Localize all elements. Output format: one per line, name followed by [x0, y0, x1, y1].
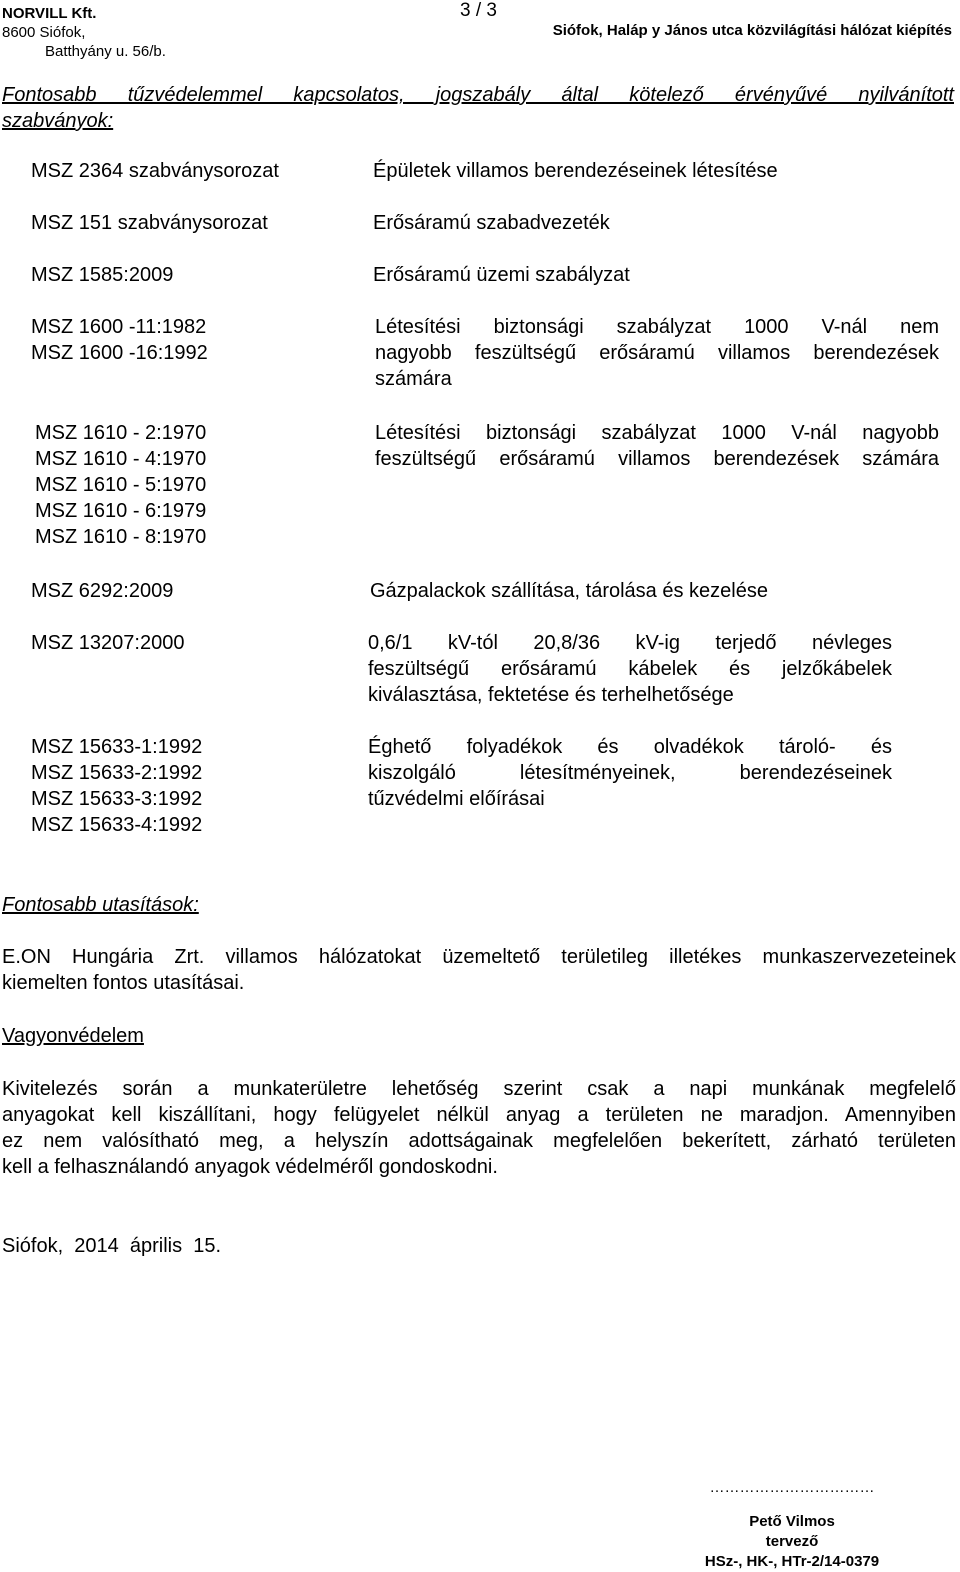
standard-code-line: MSZ 6292:2009 — [31, 580, 174, 602]
standard-desc-line: tűzvédelmi előírásai — [368, 788, 545, 810]
instructions-heading: Fontosabb utasítások: — [2, 894, 199, 916]
standard-4-desc — [375, 420, 939, 472]
standard-code-line: MSZ 1610 - 6:1979 — [35, 500, 207, 522]
project-title: Siófok, Haláp y János utca közvilágítási hálózat kiépítés — [552, 22, 952, 39]
asset-text — [2, 1076, 956, 1180]
standard-code-line: MSZ 15633-4:1992 — [31, 814, 203, 836]
standard-code-line: MSZ 1600 -16:1992 — [31, 342, 208, 364]
asset-text-line: anyagokat kell kiszállítani, hogy felügyelet nélkül anyag a területen ne maradjon. Amennyiben — [2, 1104, 956, 1126]
standard-desc-line: kiválasztása, fektetése és terhelhetősége — [368, 684, 734, 706]
asset-text-line: kell a felhasználandó anyagok védelméről gondoskodni. — [2, 1156, 498, 1178]
standard-5-desc — [370, 578, 768, 604]
standard-5-code — [31, 578, 173, 604]
standard-7-desc — [368, 734, 892, 812]
standard-code-line: MSZ 15633-2:1992 — [31, 762, 203, 784]
standard-desc-line: Létesítési biztonsági szabályzat 1000 V-nál nem — [375, 316, 939, 338]
standard-0-code — [31, 158, 279, 184]
standard-6-code — [31, 630, 184, 656]
standard-7-code — [31, 734, 202, 838]
standard-desc-line: feszültségű erősáramú villamos berendezések számára — [375, 448, 939, 470]
standard-code-line: MSZ 1610 - 4:1970 — [35, 448, 207, 470]
asset-text-line: Kivitelezés során a munkaterületre lehetőség szerint csak a napi munkának megfelelő — [2, 1078, 956, 1100]
signature-dots: …………………………… — [709, 1479, 875, 1496]
instructions-text-line: E.ON Hungária Zrt. villamos hálózatokat üzemeltető területileg illetékes munkaszervezeteinek — [2, 946, 956, 968]
standard-desc-line: Erősáramú szabadvezeték — [373, 212, 610, 234]
date-line: Siófok, 2014 április 15. — [2, 1235, 222, 1257]
standard-code-line: MSZ 1585:2009 — [31, 264, 174, 286]
standard-desc-line: kiszolgáló létesítményeinek, berendezéseinek — [368, 762, 892, 784]
standard-code-line: MSZ 1600 -11:1982 — [31, 316, 207, 338]
standard-1-code — [31, 210, 268, 236]
page-number: 3 / 3 — [460, 0, 497, 21]
instructions-text-line: kiemelten fontos utasításai. — [2, 972, 245, 994]
standard-desc-line: számára — [375, 368, 452, 390]
standard-2-desc — [373, 262, 630, 288]
standard-code-line: MSZ 1610 - 8:1970 — [35, 526, 207, 548]
standard-code-line: MSZ 2364 szabványsorozat — [31, 160, 279, 182]
standard-code-line: MSZ 15633-3:1992 — [31, 788, 203, 810]
standard-0-desc — [373, 158, 778, 184]
signature-name: Pető Vilmos — [749, 1513, 835, 1530]
standard-desc-line: Erősáramú üzemi szabályzat — [373, 264, 630, 286]
standard-desc-line: Gázpalackok szállítása, tárolása és kezelése — [370, 580, 768, 602]
company-name: NORVILL Kft. — [2, 5, 97, 22]
asset-text-line: ez nem valósítható meg, a helyszín adottságainak megfelelően bekerített, zárható területen — [2, 1130, 956, 1152]
standard-code-line: MSZ 1610 - 5:1970 — [35, 474, 207, 496]
standard-desc-line: Létesítési biztonsági szabályzat 1000 V-nál nagyobb — [375, 422, 939, 444]
signature-block — [640, 1478, 944, 1572]
standard-code-line: MSZ 15633-1:1992 — [31, 736, 203, 758]
standard-6-desc — [368, 630, 892, 708]
standards-heading-line2: szabványok: — [2, 110, 114, 132]
standard-desc-line: 0,6/1 kV-tól 20,8/36 kV-ig terjedő névleges — [368, 632, 892, 654]
standard-desc-line: Épületek villamos berendezéseinek létesítése — [373, 160, 778, 182]
standard-2-code — [31, 262, 173, 288]
asset-heading: Vagyonvédelem — [2, 1025, 144, 1047]
standard-4-code — [35, 420, 206, 550]
standard-desc-line: nagyobb feszültségű erősáramú villamos berendezések — [375, 342, 939, 364]
standard-code-line: MSZ 1610 - 2:1970 — [35, 422, 207, 444]
signature-license: HSz-, HK-, HTr-2/14-0379 — [704, 1553, 880, 1570]
standard-desc-line: feszültségű erősáramú kábelek és jelzőkábelek — [368, 658, 892, 680]
standard-desc-line: Éghető folyadékok és olvadékok tároló- és — [368, 736, 892, 758]
standard-3-code — [31, 314, 208, 366]
instructions-text — [2, 944, 956, 996]
company-address-line1: 8600 Siófok, — [2, 24, 86, 41]
signature-role: tervező — [765, 1533, 819, 1550]
standard-code-line: MSZ 13207:2000 — [31, 632, 185, 654]
standard-3-desc — [375, 314, 939, 392]
standards-heading-line1: Fontosabb tűzvédelemmel kapcsolatos, jogszabály által kötelező érvényűvé nyilvánított — [2, 84, 954, 106]
standard-code-line: MSZ 151 szabványsorozat — [31, 212, 268, 234]
company-address-line2: Batthyány u. 56/b. — [45, 43, 166, 60]
standard-1-desc — [373, 210, 610, 236]
